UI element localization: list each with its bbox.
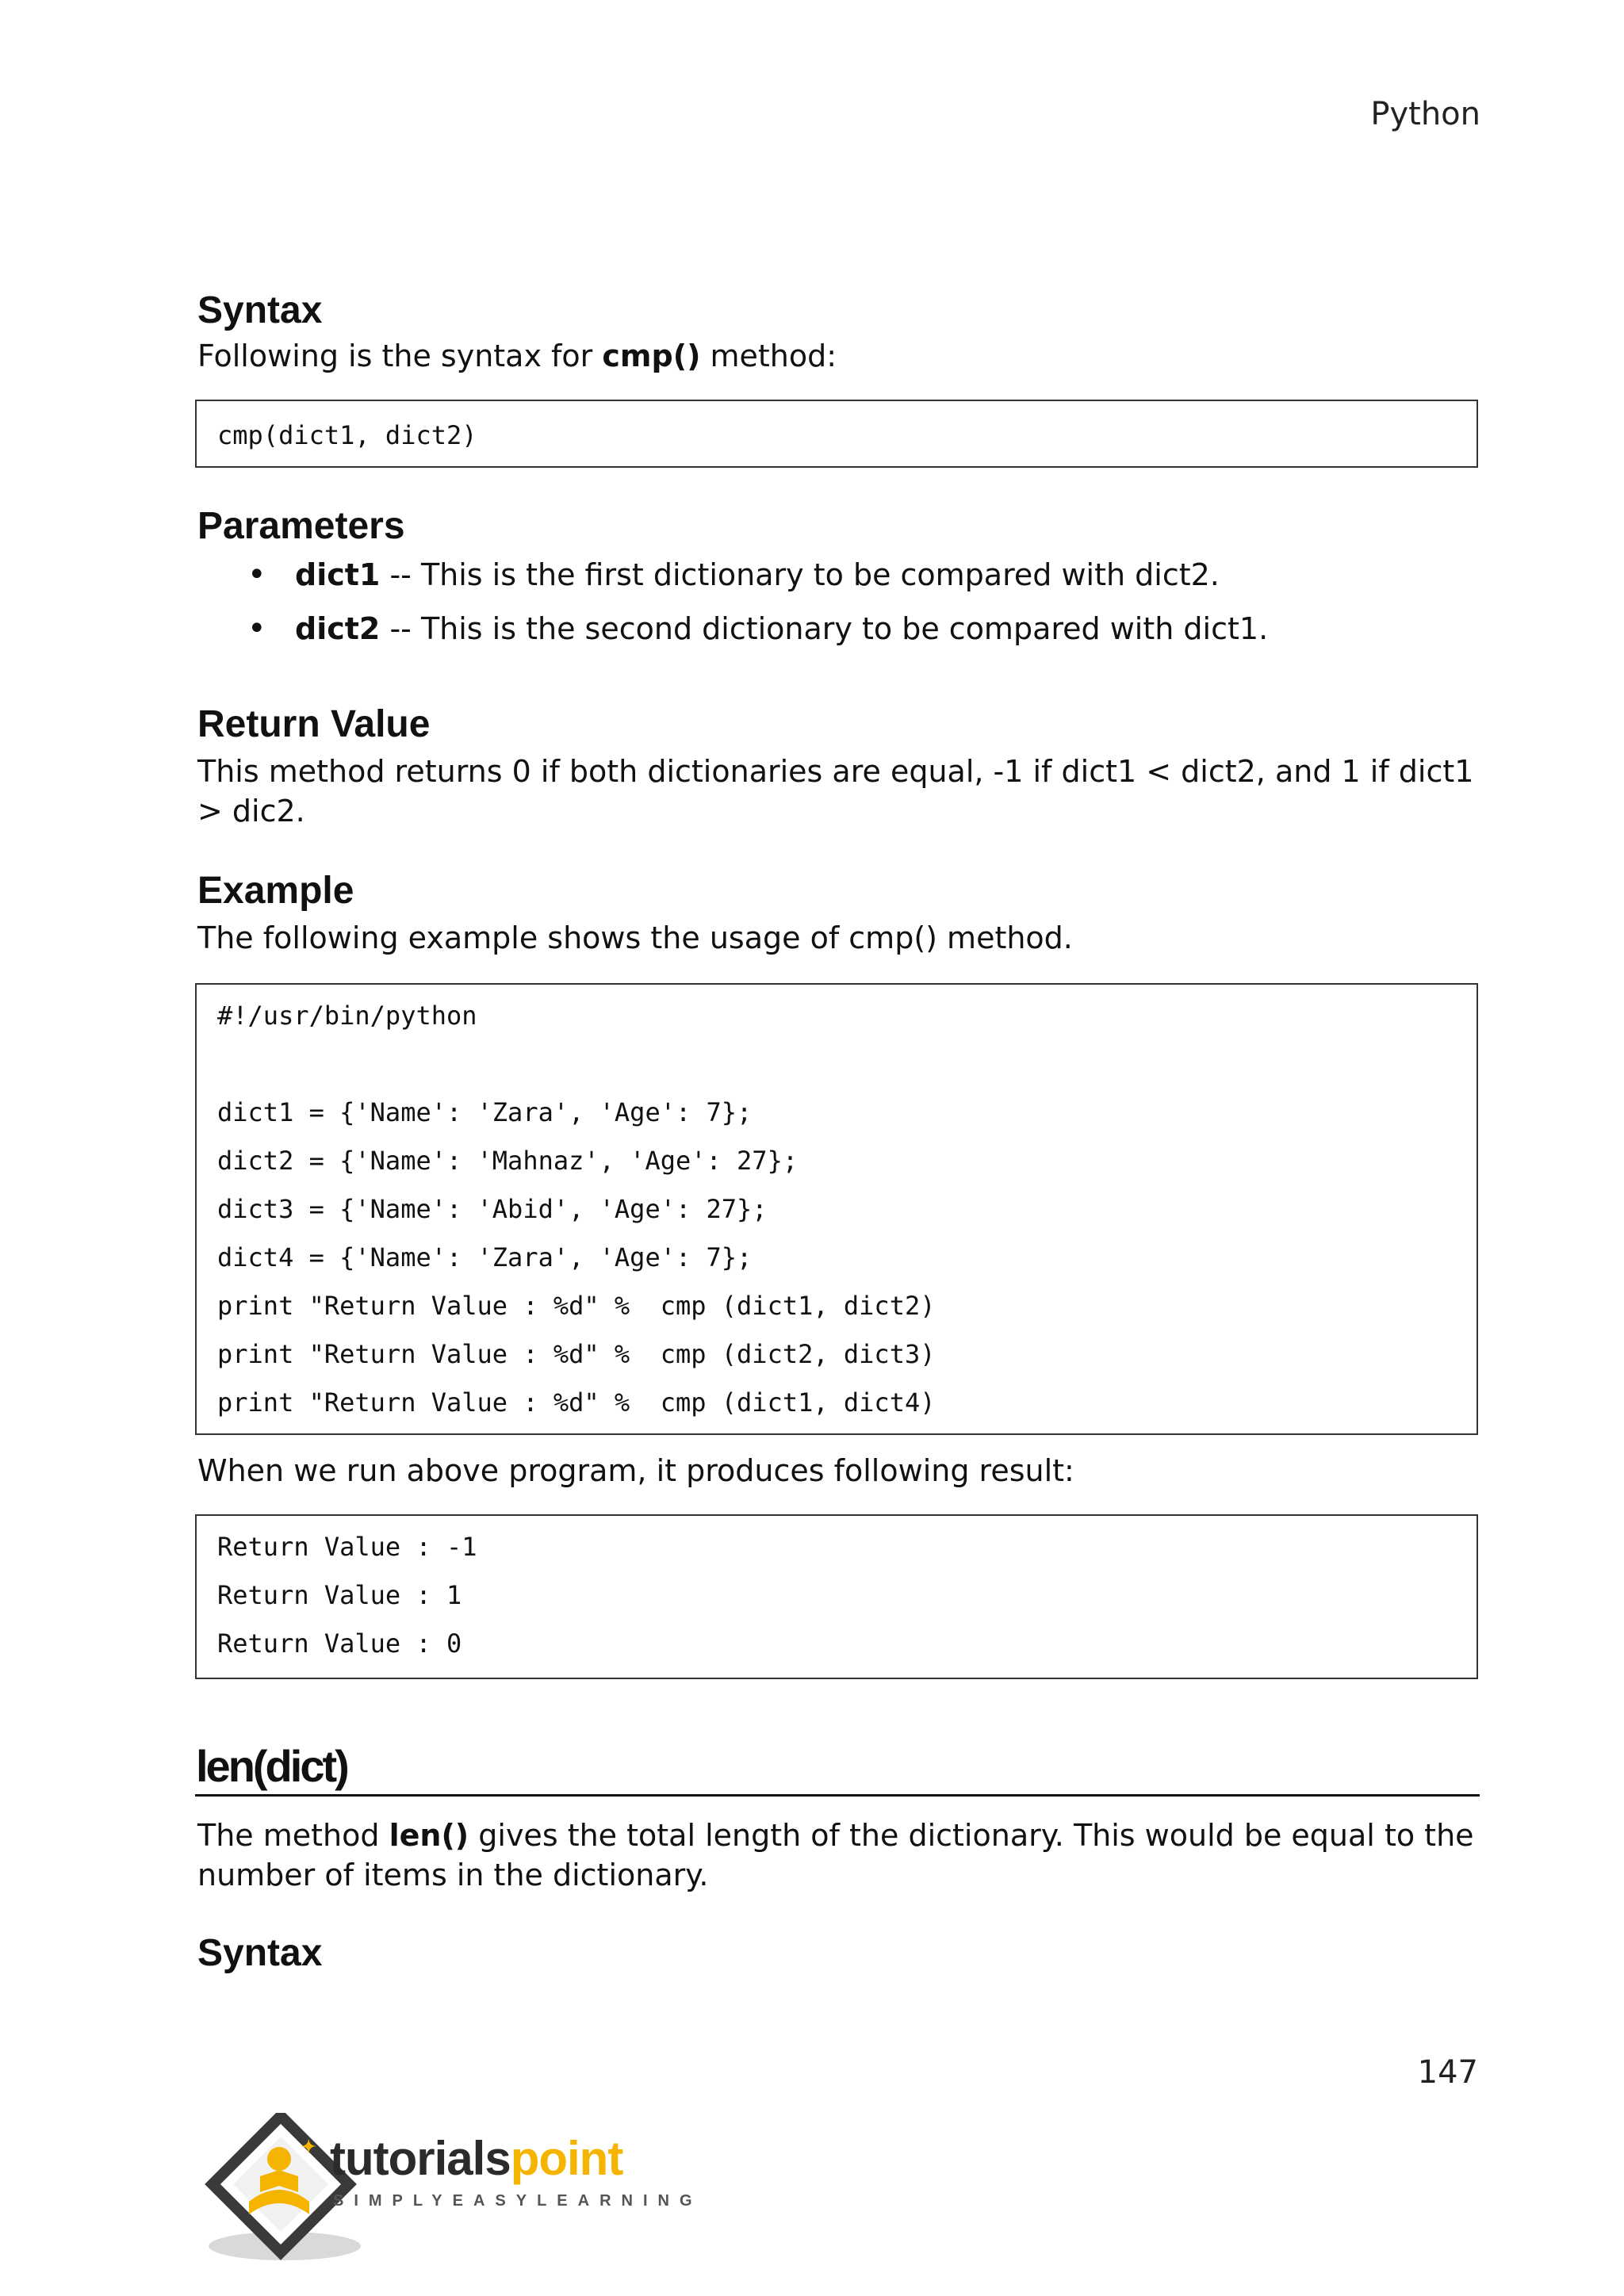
page-number: 147: [1417, 2054, 1478, 2091]
len-text-end: gives the total length of the dictionary. This would be equal to the: [469, 1818, 1474, 1853]
param-desc: -- This is the first dictionary to be compared with dict2.: [380, 557, 1220, 592]
param-desc: -- This is the second dictionary to be compared with dict1.: [380, 611, 1269, 646]
len-method: len(): [389, 1818, 469, 1853]
len-text: The method: [197, 1818, 389, 1853]
logo-tagline: SIMPLYEASYLEARNING: [333, 2192, 703, 2210]
code-line: #!/usr/bin/python: [217, 1001, 477, 1031]
bullet-icon: •: [247, 610, 266, 647]
param-item-dict1: [295, 555, 1220, 595]
output-line: Return Value : 0: [217, 1628, 462, 1659]
svg-text:✦: ✦: [301, 2137, 316, 2156]
code-line: dict4 = {'Name': 'Zara', 'Age': 7};: [217, 1242, 753, 1272]
result-intro: When we run above program, it produces following result:: [197, 1453, 1074, 1488]
heading-syntax-2: Syntax: [197, 1932, 323, 1974]
logo-word-1: tutorials: [330, 2132, 511, 2185]
syntax-intro-text-end: method:: [700, 339, 837, 373]
code-line: print "Return Value : %d" % cmp (dict1, dict2): [217, 1291, 936, 1321]
tutorialspoint-logo: [193, 2113, 703, 2271]
syntax-intro: [197, 336, 837, 376]
param-name: dict1: [295, 557, 381, 592]
return-value-line-1: This method returns 0 if both dictionaries are equal, -1 if dict1 < dict2, and 1 if dict1: [197, 754, 1474, 789]
param-name: dict2: [295, 611, 381, 646]
code-line: dict2 = {'Name': 'Mahnaz', 'Age': 27};: [217, 1146, 799, 1176]
code-line: dict3 = {'Name': 'Abid', 'Age': 27};: [217, 1194, 768, 1224]
output-line: Return Value : -1: [217, 1532, 477, 1562]
code-line: print "Return Value : %d" % cmp (dict1, dict4): [217, 1387, 936, 1418]
heading-parameters: Parameters: [197, 505, 405, 547]
example-intro: The following example shows the usage of cmp() method.: [197, 920, 1073, 955]
code-block-example: [195, 983, 1478, 1435]
heading-syntax: Syntax: [197, 289, 323, 331]
len-line-1: [197, 1816, 1474, 1855]
heading-len-dict: len(dict): [196, 1741, 347, 1791]
syntax-intro-text: Following is the syntax for: [197, 339, 603, 373]
code-line: cmp(dict1, dict2): [217, 420, 477, 450]
len-line-2: number of items in the dictionary.: [197, 1858, 709, 1892]
code-block-syntax: [195, 400, 1478, 468]
code-line: dict1 = {'Name': 'Zara', 'Age': 7};: [217, 1097, 753, 1127]
heading-return-value: Return Value: [197, 703, 431, 745]
logo-word-2: point: [510, 2132, 623, 2185]
heading-example: Example: [197, 870, 354, 912]
code-line: print "Return Value : %d" % cmp (dict2, dict3): [217, 1339, 936, 1369]
logo-wordmark: [330, 2133, 622, 2184]
heading-rule: [195, 1794, 1480, 1797]
output-line: Return Value : 1: [217, 1580, 462, 1610]
code-block-output: [195, 1514, 1478, 1679]
syntax-intro-method: cmp(): [602, 339, 701, 373]
running-header: Python: [1370, 96, 1480, 132]
return-value-line-2: > dic2.: [197, 794, 305, 828]
bullet-icon: •: [247, 557, 266, 593]
param-item-dict2: [295, 609, 1268, 649]
